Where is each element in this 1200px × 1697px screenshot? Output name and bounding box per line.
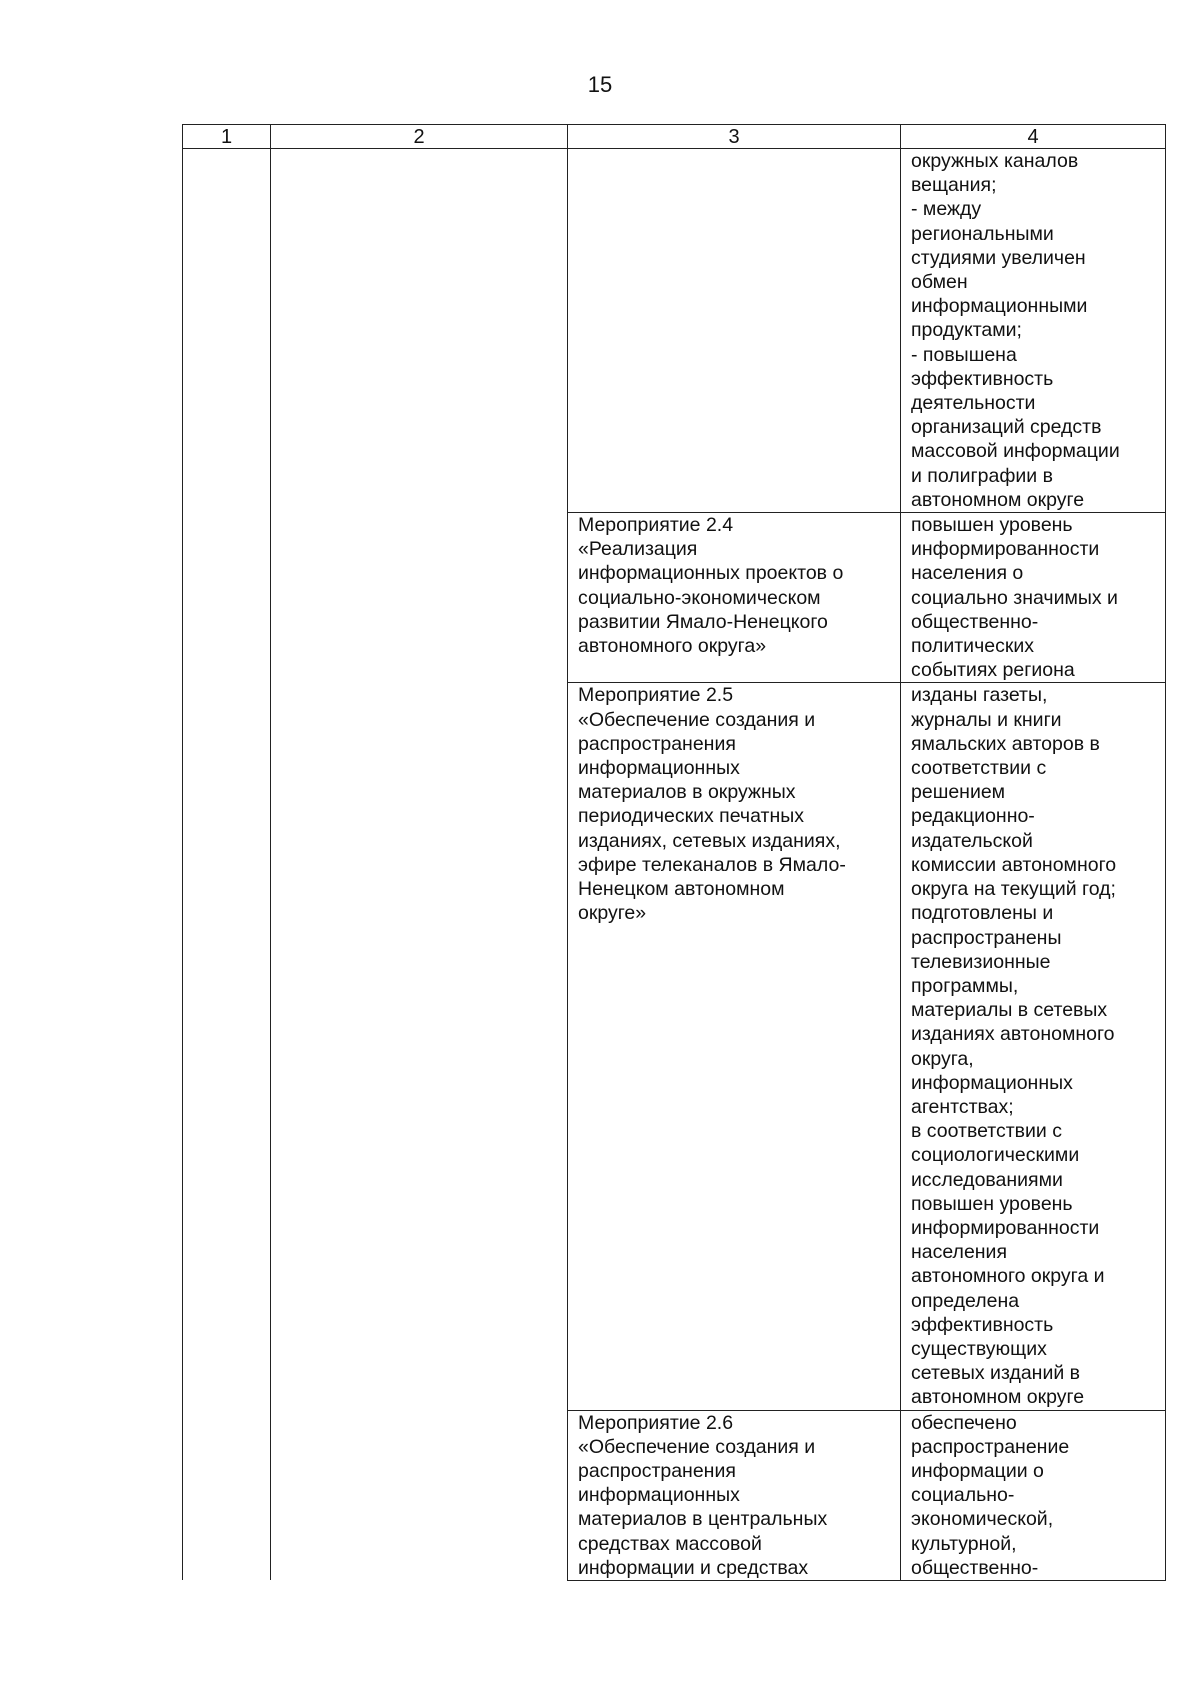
page-number: 15: [587, 72, 613, 97]
column-header-4: 4: [901, 125, 1166, 149]
result-cell: изданы газеты, журналы и книги ямальских авторов в соответствии с решением редакционно- издательской комиссии автономного округа на текущий год; подготовлены и распространены телевизионные программы, материалы в сетевых изданиях автономного округа, информационных агентствах; в соответствии с социологическими исследованиями повышен уровень информированности населения автономного округа и определена эффективность существующих сетевых изданий в автономном округе: [901, 683, 1166, 1410]
result-cell: обеспечено распространение информации о социально- экономической, культурной, общественно-: [901, 1410, 1166, 1580]
event-cell: Мероприятие 2.5 «Обеспечение создания и распространения информационных материалов в окружных периодических печатных изданиях, сетевых изданиях, эфире телеканалов в Ямало- Ненецком автономном округе»: [568, 683, 901, 1410]
events-table: [182, 124, 1166, 1581]
table-row: [183, 149, 1166, 513]
table-header-row: [183, 125, 1166, 149]
event-cell: [568, 149, 901, 513]
column-header-2: 2: [271, 125, 568, 149]
result-cell: окружных каналов вещания; - между региональными студиями увеличен обмен информационными продуктами; - повышена эффективность деятельности организаций средств массовой информации и полиграфии в автономном округе: [901, 149, 1166, 513]
event-cell: Мероприятие 2.4 «Реализация информационных проектов о социально-экономическом развитии Ямало-Ненецкого автономного округа»: [568, 513, 901, 683]
column-header-1: 1: [183, 125, 271, 149]
column-header-3: 3: [568, 125, 901, 149]
event-cell: Мероприятие 2.6 «Обеспечение создания и распространения информационных материалов в центральных средствах массовой информации и средствах: [568, 1410, 901, 1580]
column-1-cell: [183, 149, 271, 1581]
result-cell: повышен уровень информированности населения о социально значимых и общественно- политических событиях региона: [901, 513, 1166, 683]
column-2-cell: [271, 149, 568, 1581]
